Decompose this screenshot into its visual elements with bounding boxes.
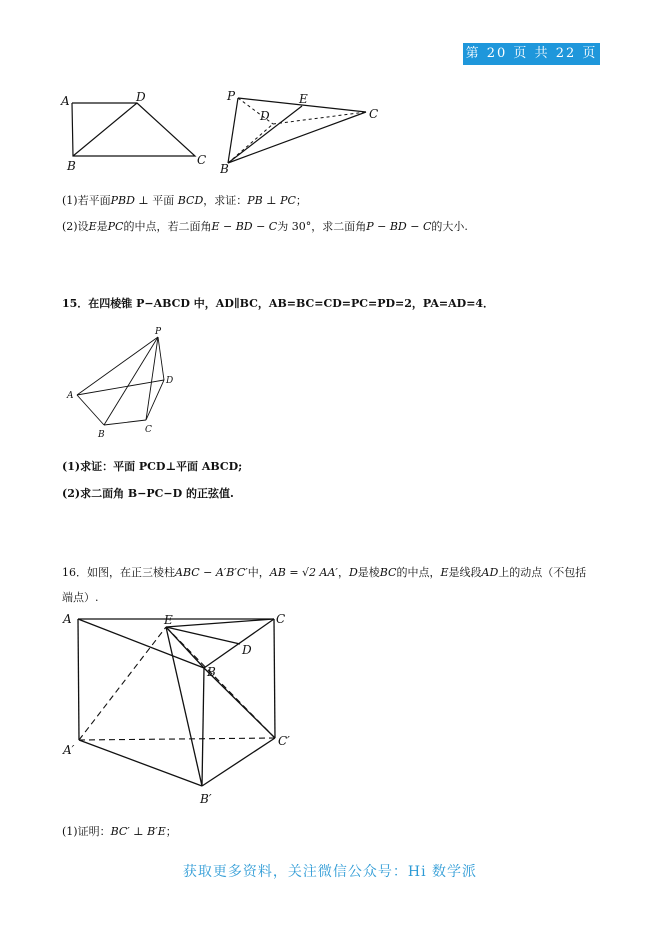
q15-part2: (2)求二面角 B−PC−D 的正弦值. — [62, 487, 234, 500]
label-d: D — [242, 643, 252, 657]
label-c: C — [276, 612, 286, 626]
q16-stem: 16．如图，在正三棱柱ABC − A′B′C′中，AB = √2 AA′，D是棱BC的中点，E是线段AD上的动点（不包括 — [62, 566, 587, 579]
q16-part1: (1)证明：BC′ ⊥ B′E； — [62, 825, 177, 838]
label-a1: A′ — [63, 743, 75, 757]
label-d: D — [260, 109, 270, 123]
label-b: B — [67, 159, 76, 173]
label-b: B — [207, 665, 216, 679]
page-number-badge: 第 20 页 共 22 页 — [463, 43, 600, 65]
label-c1: C′ — [278, 734, 290, 748]
label-a: A — [63, 612, 72, 626]
figure-pyramid-pabcd — [62, 325, 192, 440]
label-d: D — [166, 376, 174, 386]
label-a: A — [61, 94, 70, 108]
label-c: C — [145, 425, 152, 435]
label-e: E — [164, 613, 173, 627]
label-e: E — [299, 92, 308, 106]
label-b: B — [220, 162, 229, 176]
label-p: P — [227, 89, 236, 103]
footer-promo: 获取更多资料，关注微信公众号：Hi 数学派 — [182, 864, 478, 880]
label-b: B — [98, 430, 105, 440]
q14-part1: (1)若平面PBD ⊥ 平面 BCD，求证：PB ⊥ PC； — [62, 194, 307, 207]
q16-stem-line2: 端点）. — [62, 591, 99, 604]
q15-stem: 15．在四棱锥 P−ABCD 中，AD∥BC，AB=BC=CD=PC=PD=2，PA=AD=4． — [62, 297, 495, 310]
label-a: A — [67, 391, 74, 401]
label-p: P — [155, 327, 162, 337]
q15-part1: (1)求证：平面 PCD⊥平面 ABCD; — [62, 460, 243, 473]
figure-prism-abc — [58, 610, 303, 810]
figure-trapezoid-abcd — [55, 88, 215, 173]
figure-pyramid-pbcd — [220, 88, 390, 178]
label-c: C — [197, 153, 207, 167]
q14-part2: (2)设E是PC的中点，若二面角E − BD − C为 30°，求二面角P − BD − C的大小. — [62, 220, 468, 233]
label-b1: B′ — [200, 792, 212, 806]
label-d: D — [136, 90, 146, 104]
label-c: C — [369, 107, 379, 121]
